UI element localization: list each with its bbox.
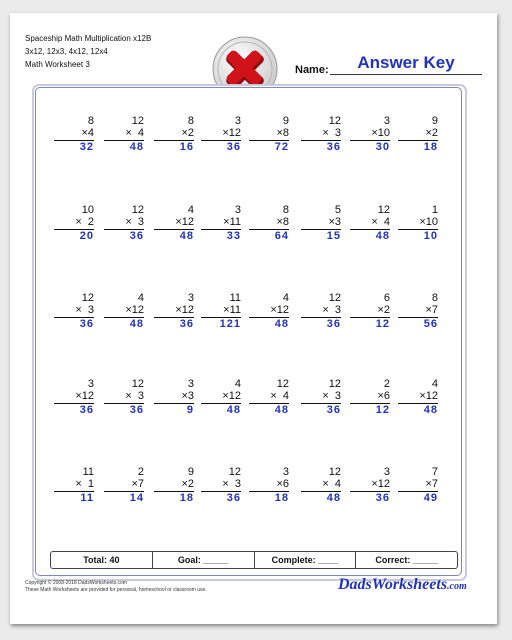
problem-answer[interactable]: 36 <box>375 492 390 504</box>
worksheet-facts: 3x12, 12x3, 4x12, 12x4 <box>25 47 108 56</box>
problem <box>154 115 194 154</box>
problem-multiplier: ×12 <box>125 304 144 316</box>
problem-multiplier: × 2 <box>75 216 94 228</box>
problem <box>249 292 289 331</box>
problem-multiplier: ×11 <box>223 304 241 316</box>
problem-answer[interactable]: 48 <box>129 141 144 153</box>
problem-multiplier: ×12 <box>175 216 194 228</box>
problem <box>54 466 94 505</box>
problem-answer[interactable]: 36 <box>226 141 241 153</box>
problem-multiplier: ×3 <box>328 216 341 228</box>
problem-answer[interactable]: 48 <box>274 318 289 330</box>
problem-multiplicand: 9 <box>282 115 289 127</box>
problem <box>104 466 144 505</box>
problem-multiplicand: 4 <box>431 378 438 390</box>
problem <box>201 466 241 505</box>
problem-answer[interactable]: 16 <box>179 141 194 153</box>
problem-multiplicand: 2 <box>137 466 144 478</box>
problem-multiplicand: 3 <box>234 115 241 127</box>
problem <box>54 378 94 417</box>
problem-answer[interactable]: 12 <box>375 318 390 330</box>
problem-answer[interactable]: 18 <box>274 492 289 504</box>
name-label: Name: <box>295 64 329 76</box>
problem-answer[interactable]: 14 <box>129 492 144 504</box>
problem-answer[interactable]: 18 <box>179 492 194 504</box>
problem-answer[interactable]: 36 <box>226 492 241 504</box>
problem-multiplicand: 11 <box>82 466 94 478</box>
problem <box>398 115 438 154</box>
problem-multiplicand: 3 <box>383 466 390 478</box>
problem-multiplier: × 1 <box>75 478 94 490</box>
problem-answer[interactable]: 18 <box>423 141 438 153</box>
problem-multiplicand: 12 <box>328 378 341 390</box>
problem-multiplicand: 6 <box>383 292 390 304</box>
problem-multiplier: ×12 <box>419 390 438 402</box>
problem-multiplicand: 3 <box>234 204 241 216</box>
problem-multiplicand: 8 <box>282 204 289 216</box>
problem-answer[interactable]: 64 <box>274 230 289 242</box>
total-cell: Total: 40 <box>51 552 153 568</box>
problem-answer[interactable]: 48 <box>423 404 438 416</box>
problem-multiplicand: 12 <box>328 466 341 478</box>
problem <box>301 466 341 505</box>
problem-multiplicand: 4 <box>187 204 194 216</box>
problem-answer[interactable]: 56 <box>423 318 438 330</box>
problem-multiplicand: 3 <box>87 378 94 390</box>
problem-answer[interactable]: 48 <box>129 318 144 330</box>
problem-multiplier: ×3 <box>181 390 194 402</box>
problem <box>201 292 241 331</box>
problem-multiplicand: 12 <box>328 115 341 127</box>
problem-multiplier: × 3 <box>75 304 94 316</box>
problem-multiplier: ×12 <box>371 478 390 490</box>
problem-multiplier: ×7 <box>425 478 438 490</box>
problem-multiplier: × 4 <box>322 478 341 490</box>
problem-multiplier: × 3 <box>322 390 341 402</box>
problem <box>301 204 341 243</box>
problem-answer[interactable]: 48 <box>226 404 241 416</box>
problem-multiplicand: 12 <box>228 466 241 478</box>
problem-answer[interactable]: 33 <box>226 230 241 242</box>
problem-multiplier: ×7 <box>425 304 438 316</box>
worksheet-header <box>25 32 151 71</box>
problem-multiplier: ×8 <box>276 127 289 139</box>
problem-multiplicand: 12 <box>328 292 341 304</box>
problem <box>301 378 341 417</box>
worksheet-subtitle: Math Worksheet 3 <box>25 60 90 69</box>
problem-multiplicand: 10 <box>81 204 94 216</box>
problem <box>301 292 341 331</box>
problem-answer[interactable]: 48 <box>179 230 194 242</box>
problem-multiplier: × 3 <box>322 304 341 316</box>
problem-multiplier: ×10 <box>371 127 390 139</box>
problem <box>350 292 390 331</box>
problem-answer[interactable]: 32 <box>79 141 94 153</box>
problem-multiplier: × 3 <box>222 478 241 490</box>
footer <box>25 580 207 594</box>
problem-multiplicand: 9 <box>431 115 438 127</box>
problem-answer[interactable]: 48 <box>326 492 341 504</box>
problem-answer[interactable]: 36 <box>129 404 144 416</box>
problem-multiplicand: 12 <box>131 204 144 216</box>
problem-multiplier: ×12 <box>222 390 241 402</box>
problem-answer[interactable]: 48 <box>274 404 289 416</box>
problem-answer[interactable]: 9 <box>186 404 194 416</box>
problem-multiplier: × 4 <box>270 390 289 402</box>
problem <box>154 292 194 331</box>
problem <box>301 115 341 154</box>
problem-answer[interactable]: 49 <box>423 492 438 504</box>
problem-multiplier: ×7 <box>131 478 144 490</box>
problem-multiplicand: 8 <box>431 292 438 304</box>
copyright-text: Copyright © 2008-2018 DadsWorksheets.com <box>25 580 127 586</box>
name-field[interactable] <box>330 74 482 75</box>
problem-answer[interactable]: 36 <box>326 141 341 153</box>
problem-multiplicand: 1 <box>431 204 438 216</box>
problem <box>398 378 438 417</box>
problem-multiplier: ×11 <box>223 216 241 228</box>
problem <box>201 115 241 154</box>
site-logo[interactable] <box>338 576 467 594</box>
problem <box>104 378 144 417</box>
problem-multiplier: ×6 <box>276 478 289 490</box>
problem <box>398 292 438 331</box>
problem-multiplier: ×10 <box>419 216 438 228</box>
problem-answer[interactable]: 72 <box>274 141 289 153</box>
problem <box>201 204 241 243</box>
problem-multiplicand: 3 <box>187 292 194 304</box>
problem-multiplicand: 3 <box>282 466 289 478</box>
problem <box>54 115 94 154</box>
problem-multiplicand: 4 <box>137 292 144 304</box>
problem-answer[interactable]: 11 <box>80 492 94 504</box>
problem-multiplier: ×6 <box>377 390 390 402</box>
problem-answer[interactable]: 10 <box>423 230 438 242</box>
problem-multiplier: × 3 <box>125 216 144 228</box>
problem-answer[interactable]: 36 <box>79 404 94 416</box>
problem-answer[interactable]: 36 <box>79 318 94 330</box>
problem-multiplier: ×2 <box>425 127 438 139</box>
problem-answer[interactable]: 30 <box>375 141 390 153</box>
logo-main: DadsWorksheets <box>338 576 448 593</box>
problem-multiplicand: 9 <box>187 466 194 478</box>
problem-multiplicand: 5 <box>334 204 341 216</box>
problem <box>154 204 194 243</box>
problem <box>201 378 241 417</box>
problem <box>249 378 289 417</box>
problem-multiplier: ×4 <box>81 127 94 139</box>
logo-suffix: .com <box>447 581 467 592</box>
problem-answer[interactable]: 36 <box>129 230 144 242</box>
problem <box>54 292 94 331</box>
problem <box>104 115 144 154</box>
problem-multiplicand: 7 <box>431 466 438 478</box>
problem-multiplier: ×12 <box>270 304 289 316</box>
problem-multiplier: ×12 <box>222 127 241 139</box>
score-bar <box>50 551 458 569</box>
problem <box>350 115 390 154</box>
problem-multiplicand: 4 <box>234 378 241 390</box>
problem-multiplicand: 12 <box>377 204 390 216</box>
problem <box>350 466 390 505</box>
problem-answer[interactable]: 36 <box>326 318 341 330</box>
problem-multiplicand: 12 <box>276 378 289 390</box>
problem-answer[interactable]: 121 <box>219 318 241 330</box>
problem <box>154 378 194 417</box>
problem-multiplier: × 4 <box>371 216 390 228</box>
problem <box>398 466 438 505</box>
problem <box>398 204 438 243</box>
problem <box>54 204 94 243</box>
problem-multiplicand: 12 <box>131 378 144 390</box>
goal-cell[interactable]: Goal: _____ <box>153 552 255 568</box>
problem <box>104 204 144 243</box>
answer-key-label: Answer Key <box>357 53 455 72</box>
problem <box>249 115 289 154</box>
problem-multiplicand: 3 <box>383 115 390 127</box>
problem-multiplier: ×12 <box>175 304 194 316</box>
problem-answer[interactable]: 15 <box>326 230 341 242</box>
problem-multiplier: ×12 <box>75 390 94 402</box>
problem-multiplier: ×8 <box>276 216 289 228</box>
worksheet-title: Spaceship Math Multiplication x12B <box>25 34 152 43</box>
problem-multiplicand: 12 <box>131 115 144 127</box>
problem-multiplicand: 2 <box>383 378 390 390</box>
problem <box>104 292 144 331</box>
problem-answer[interactable]: 12 <box>375 404 390 416</box>
problem <box>249 466 289 505</box>
problem-answer[interactable]: 20 <box>79 230 94 242</box>
correct-cell[interactable]: Correct: _____ <box>375 555 438 565</box>
problem-multiplicand: 11 <box>229 292 241 304</box>
complete-cell[interactable]: Complete: ____ <box>255 552 357 568</box>
problem-multiplier: ×2 <box>377 304 390 316</box>
problem-multiplier: ×2 <box>181 478 194 490</box>
problem-multiplicand: 4 <box>282 292 289 304</box>
problem-multiplicand: 8 <box>87 115 94 127</box>
problem-answer[interactable]: 36 <box>326 404 341 416</box>
problem-multiplicand: 12 <box>81 292 94 304</box>
problem <box>154 466 194 505</box>
problem <box>350 378 390 417</box>
problem-multiplicand: 8 <box>187 115 194 127</box>
problem-answer[interactable]: 36 <box>179 318 194 330</box>
usage-note: These Math Worksheets are provided for personal, homeschool or classroom use. <box>25 587 207 593</box>
problem-multiplicand: 3 <box>187 378 194 390</box>
problem-multiplier: × 3 <box>125 390 144 402</box>
problem-multiplier: × 3 <box>322 127 341 139</box>
problem <box>249 204 289 243</box>
problem <box>350 204 390 243</box>
problem-multiplier: × 4 <box>125 127 144 139</box>
problem-answer[interactable]: 48 <box>375 230 390 242</box>
problem-multiplier: ×2 <box>181 127 194 139</box>
